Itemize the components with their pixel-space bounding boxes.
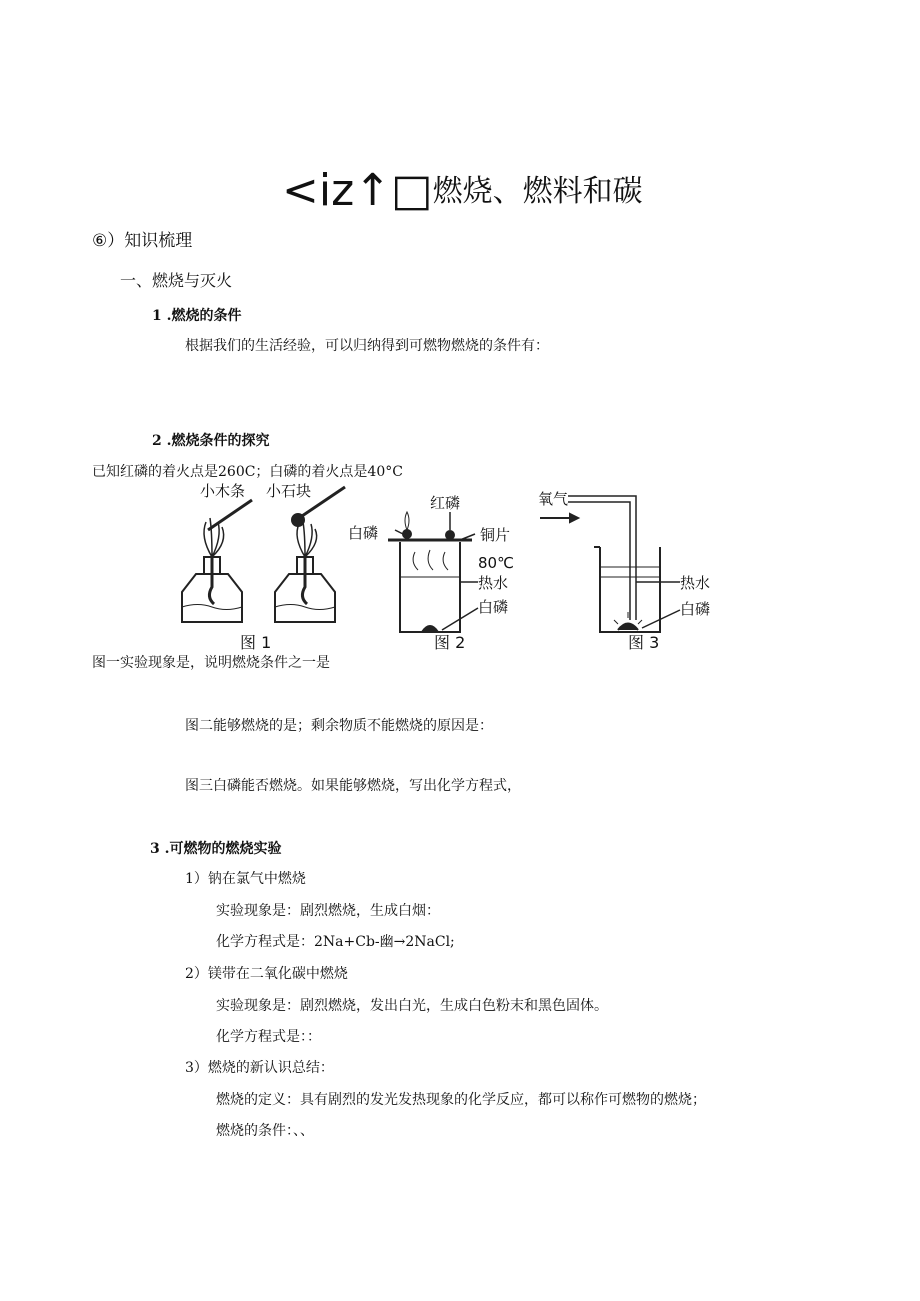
document-title: [282, 165, 643, 216]
sub2-heading: 2）镁带在二氧化碳中燃烧: [185, 966, 348, 982]
item1-heading: 1 .燃烧的条件: [152, 308, 242, 324]
question-fig3: 图三白磷能否燃烧。如果能够燃烧，写出化学方程式，: [185, 778, 521, 794]
alcohol-lamp-2: [275, 487, 345, 622]
sub2-equation: 化学方程式是：：: [216, 1029, 321, 1045]
label-hot-water-fig2: 热水: [478, 574, 509, 592]
label-white-phosphorus-fig3: 白磷: [680, 600, 711, 618]
alcohol-lamp-1: [182, 500, 252, 622]
sub3-definition: 燃烧的定义：具有剧烈的发光发热现象的化学反应，都可以称作可燃物的燃烧；: [216, 1092, 706, 1108]
label-stone: 小石块: [266, 482, 312, 500]
experiment-figure: [160, 482, 730, 654]
label-hot-water-fig3: 热水: [680, 574, 711, 592]
question-fig1: 图一实验现象是，说明燃烧条件之一是: [92, 655, 330, 671]
title-text: 燃烧、燃料和碳: [432, 174, 643, 209]
sub2-phenomenon: 实验现象是：剧烈燃烧，发出白光，生成白色粉末和黑色固体。: [216, 998, 608, 1014]
label-white-phosphorus-bottom: 白磷: [478, 598, 509, 616]
sub1-heading: 1）钠在氯气中燃烧: [185, 871, 306, 887]
label-copper-sheet: 铜片: [480, 526, 511, 544]
beaker-fig3: [540, 496, 660, 632]
sub3-conditions: 燃烧的条件：、、: [216, 1123, 314, 1139]
beaker-fig2: [388, 512, 472, 632]
label-white-phosphorus-top: 白磷: [348, 524, 379, 542]
label-wood-stick: 小木条: [200, 482, 246, 500]
question-fig2: 图二能够燃烧的是；剩余物质不能燃烧的原因是：: [185, 718, 493, 734]
fig1-caption: 图 1: [240, 633, 272, 652]
section-combustion: 一、燃烧与灭火: [120, 271, 233, 290]
label-temperature: 80℃: [478, 554, 514, 572]
section-knowledge: ⑥）知识梳理: [92, 231, 193, 251]
item2-heading: 2 .燃烧条件的探究: [152, 433, 270, 449]
sub1-equation: 化学方程式是：2Na+Cb-幽→2NaCl;: [216, 934, 455, 950]
title-code: <iz↑□: [282, 165, 433, 216]
label-oxygen: 氧气: [538, 490, 569, 508]
item3-heading: 3 .可燃物的燃烧实验: [150, 841, 282, 857]
fig2-caption: 图 2: [434, 633, 466, 652]
fig3-caption: 图 3: [628, 633, 660, 652]
sub3-heading: 3）燃烧的新认识总结：: [185, 1060, 334, 1076]
item1-text: 根据我们的生活经验，可以归纳得到可燃物燃烧的条件有：: [185, 338, 549, 354]
label-red-phosphorus: 红磷: [430, 494, 461, 512]
sub1-phenomenon: 实验现象是：剧烈燃烧，生成白烟：: [216, 903, 440, 919]
known-ignition-points: 已知红磷的着火点是260C；白磷的着火点是40°C: [92, 464, 403, 480]
